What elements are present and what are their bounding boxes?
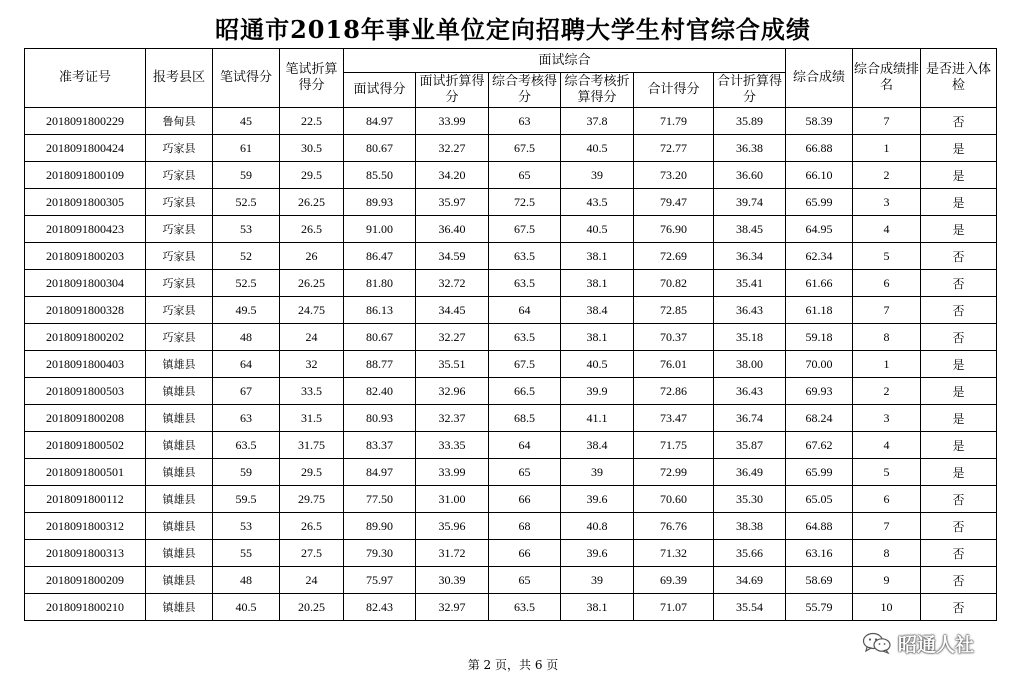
cell-written-score: 52.5 xyxy=(213,270,280,297)
cell-assessment-converted: 38.1 xyxy=(561,594,634,621)
cell-written-score: 40.5 xyxy=(213,594,280,621)
cell-total-score: 72.85 xyxy=(634,297,714,324)
cell-composite-rank: 6 xyxy=(853,486,921,513)
table-row xyxy=(25,189,997,216)
cell-written-converted: 29.5 xyxy=(280,459,344,486)
header-written-converted: 笔试折算得分 xyxy=(280,49,344,108)
cell-written-converted: 26.25 xyxy=(280,270,344,297)
header-county: 报考县区 xyxy=(146,49,213,108)
cell-composite-rank: 8 xyxy=(853,540,921,567)
cell-assessment-converted: 40.5 xyxy=(561,351,634,378)
cell-assessment-score: 67.5 xyxy=(489,351,561,378)
cell-total-converted: 35.87 xyxy=(714,432,786,459)
header-exam-id: 准考证号 xyxy=(25,49,146,108)
cell-written-score: 59.5 xyxy=(213,486,280,513)
cell-assessment-score: 63.5 xyxy=(489,324,561,351)
cell-interview-score: 84.97 xyxy=(344,108,416,135)
cell-interview-score: 89.93 xyxy=(344,189,416,216)
cell-interview-score: 81.80 xyxy=(344,270,416,297)
cell-interview-score: 79.30 xyxy=(344,540,416,567)
cell-county: 巧家县 xyxy=(146,243,213,270)
cell-exam-id: 2018091800305 xyxy=(25,189,146,216)
header-written-score: 笔试得分 xyxy=(213,49,280,108)
cell-exam-id: 2018091800304 xyxy=(25,270,146,297)
cell-assessment-score: 66 xyxy=(489,540,561,567)
cell-assessment-converted: 38.1 xyxy=(561,243,634,270)
cell-assessment-converted: 40.8 xyxy=(561,513,634,540)
cell-interview-converted: 34.20 xyxy=(416,162,489,189)
cell-assessment-score: 63.5 xyxy=(489,594,561,621)
table-row xyxy=(25,162,997,189)
cell-physical-exam: 否 xyxy=(921,540,997,567)
cell-composite-rank: 2 xyxy=(853,378,921,405)
cell-physical-exam: 否 xyxy=(921,297,997,324)
header-composite-score: 综合成绩 xyxy=(786,49,853,108)
cell-written-converted: 32 xyxy=(280,351,344,378)
cell-interview-converted: 30.39 xyxy=(416,567,489,594)
cell-written-converted: 27.5 xyxy=(280,540,344,567)
table-row xyxy=(25,378,997,405)
cell-assessment-score: 72.5 xyxy=(489,189,561,216)
header-physical-exam: 是否进入体检 xyxy=(921,49,997,108)
cell-composite-score: 69.93 xyxy=(786,378,853,405)
cell-assessment-converted: 41.1 xyxy=(561,405,634,432)
cell-county: 镇雄县 xyxy=(146,594,213,621)
cell-county: 镇雄县 xyxy=(146,567,213,594)
cell-interview-converted: 33.35 xyxy=(416,432,489,459)
table-row xyxy=(25,486,997,513)
header-total-converted: 合计折算得分 xyxy=(714,73,786,108)
cell-total-converted: 35.41 xyxy=(714,270,786,297)
cell-written-score: 63.5 xyxy=(213,432,280,459)
cell-assessment-converted: 38.4 xyxy=(561,297,634,324)
cell-composite-score: 55.79 xyxy=(786,594,853,621)
cell-interview-score: 80.67 xyxy=(344,135,416,162)
cell-interview-converted: 33.99 xyxy=(416,108,489,135)
cell-interview-converted: 32.97 xyxy=(416,594,489,621)
page-footer: 第 2 页，共 6 页 xyxy=(467,658,559,672)
cell-written-converted: 20.25 xyxy=(280,594,344,621)
cell-physical-exam: 否 xyxy=(921,486,997,513)
score-table xyxy=(24,48,997,621)
cell-physical-exam: 是 xyxy=(921,162,997,189)
cell-physical-exam: 否 xyxy=(921,324,997,351)
table-row xyxy=(25,270,997,297)
cell-total-converted: 36.38 xyxy=(714,135,786,162)
cell-interview-score: 84.97 xyxy=(344,459,416,486)
cell-total-converted: 35.54 xyxy=(714,594,786,621)
cell-interview-score: 77.50 xyxy=(344,486,416,513)
cell-composite-rank: 3 xyxy=(853,405,921,432)
cell-written-score: 49.5 xyxy=(213,297,280,324)
wechat-icon xyxy=(862,631,892,655)
cell-physical-exam: 否 xyxy=(921,594,997,621)
cell-interview-converted: 34.59 xyxy=(416,243,489,270)
cell-composite-score: 70.00 xyxy=(786,351,853,378)
cell-composite-rank: 6 xyxy=(853,270,921,297)
cell-composite-score: 63.16 xyxy=(786,540,853,567)
cell-composite-score: 64.95 xyxy=(786,216,853,243)
cell-total-score: 71.79 xyxy=(634,108,714,135)
watermark-text: 昭通人社 xyxy=(898,633,975,656)
cell-interview-score: 83.37 xyxy=(344,432,416,459)
cell-composite-rank: 4 xyxy=(853,432,921,459)
cell-total-converted: 36.60 xyxy=(714,162,786,189)
cell-physical-exam: 是 xyxy=(921,459,997,486)
cell-assessment-converted: 38.1 xyxy=(561,324,634,351)
cell-county: 鲁甸县 xyxy=(146,108,213,135)
cell-total-converted: 35.66 xyxy=(714,540,786,567)
cell-total-score: 76.76 xyxy=(634,513,714,540)
table-row xyxy=(25,459,997,486)
cell-assessment-score: 64 xyxy=(489,432,561,459)
cell-written-score: 55 xyxy=(213,540,280,567)
cell-total-score: 72.86 xyxy=(634,378,714,405)
cell-interview-score: 91.00 xyxy=(344,216,416,243)
cell-composite-score: 58.69 xyxy=(786,567,853,594)
cell-physical-exam: 是 xyxy=(921,135,997,162)
cell-county: 镇雄县 xyxy=(146,378,213,405)
cell-county: 镇雄县 xyxy=(146,540,213,567)
cell-interview-converted: 32.27 xyxy=(416,324,489,351)
cell-assessment-converted: 38.4 xyxy=(561,432,634,459)
cell-physical-exam: 是 xyxy=(921,405,997,432)
cell-written-score: 52 xyxy=(213,243,280,270)
cell-composite-score: 66.10 xyxy=(786,162,853,189)
cell-physical-exam: 是 xyxy=(921,432,997,459)
cell-interview-score: 88.77 xyxy=(344,351,416,378)
cell-written-converted: 26.5 xyxy=(280,216,344,243)
cell-written-score: 59 xyxy=(213,162,280,189)
cell-exam-id: 2018091800229 xyxy=(25,108,146,135)
table-row xyxy=(25,297,997,324)
cell-total-converted: 35.89 xyxy=(714,108,786,135)
cell-interview-score: 86.47 xyxy=(344,243,416,270)
cell-composite-rank: 7 xyxy=(853,513,921,540)
header-total-score: 合计得分 xyxy=(634,73,714,108)
cell-assessment-converted: 39.9 xyxy=(561,378,634,405)
cell-physical-exam: 是 xyxy=(921,378,997,405)
cell-total-converted: 38.45 xyxy=(714,216,786,243)
cell-composite-score: 59.18 xyxy=(786,324,853,351)
cell-assessment-converted: 39.6 xyxy=(561,486,634,513)
cell-total-converted: 34.69 xyxy=(714,567,786,594)
cell-assessment-score: 65 xyxy=(489,459,561,486)
cell-total-converted: 35.18 xyxy=(714,324,786,351)
cell-interview-score: 82.43 xyxy=(344,594,416,621)
cell-assessment-score: 64 xyxy=(489,297,561,324)
cell-written-score: 64 xyxy=(213,351,280,378)
table-row xyxy=(25,351,997,378)
cell-written-converted: 24.75 xyxy=(280,297,344,324)
cell-written-converted: 33.5 xyxy=(280,378,344,405)
header-composite-rank: 综合成绩排名 xyxy=(853,49,921,108)
cell-written-score: 67 xyxy=(213,378,280,405)
cell-written-score: 53 xyxy=(213,216,280,243)
cell-exam-id: 2018091800203 xyxy=(25,243,146,270)
cell-total-converted: 36.43 xyxy=(714,378,786,405)
cell-total-score: 76.01 xyxy=(634,351,714,378)
cell-interview-converted: 31.72 xyxy=(416,540,489,567)
cell-composite-rank: 4 xyxy=(853,216,921,243)
watermark xyxy=(862,629,974,657)
cell-interview-score: 75.97 xyxy=(344,567,416,594)
cell-physical-exam: 否 xyxy=(921,108,997,135)
table-row xyxy=(25,324,997,351)
cell-county: 镇雄县 xyxy=(146,513,213,540)
table-row xyxy=(25,513,997,540)
cell-assessment-converted: 39 xyxy=(561,459,634,486)
cell-written-score: 52.5 xyxy=(213,189,280,216)
cell-exam-id: 2018091800403 xyxy=(25,351,146,378)
cell-interview-converted: 31.00 xyxy=(416,486,489,513)
cell-exam-id: 2018091800423 xyxy=(25,216,146,243)
cell-total-score: 71.32 xyxy=(634,540,714,567)
cell-county: 镇雄县 xyxy=(146,459,213,486)
cell-total-converted: 36.43 xyxy=(714,297,786,324)
cell-total-score: 73.20 xyxy=(634,162,714,189)
cell-assessment-converted: 39 xyxy=(561,162,634,189)
header-interview-group: 面试综合 xyxy=(344,49,786,73)
cell-exam-id: 2018091800424 xyxy=(25,135,146,162)
header-assessment-score: 综合考核得分 xyxy=(489,73,561,108)
cell-written-score: 63 xyxy=(213,405,280,432)
cell-interview-converted: 32.37 xyxy=(416,405,489,432)
cell-composite-rank: 5 xyxy=(853,459,921,486)
cell-assessment-score: 65 xyxy=(489,162,561,189)
cell-written-converted: 31.75 xyxy=(280,432,344,459)
cell-interview-score: 82.40 xyxy=(344,378,416,405)
cell-interview-score: 80.93 xyxy=(344,405,416,432)
cell-assessment-score: 63.5 xyxy=(489,243,561,270)
cell-written-converted: 24 xyxy=(280,567,344,594)
table-row xyxy=(25,432,997,459)
cell-written-converted: 24 xyxy=(280,324,344,351)
cell-written-score: 59 xyxy=(213,459,280,486)
cell-composite-score: 65.99 xyxy=(786,459,853,486)
cell-exam-id: 2018091800502 xyxy=(25,432,146,459)
cell-total-score: 72.77 xyxy=(634,135,714,162)
cell-exam-id: 2018091800210 xyxy=(25,594,146,621)
cell-exam-id: 2018091800503 xyxy=(25,378,146,405)
cell-total-score: 71.75 xyxy=(634,432,714,459)
cell-exam-id: 2018091800112 xyxy=(25,486,146,513)
cell-written-converted: 26.5 xyxy=(280,513,344,540)
cell-county: 巧家县 xyxy=(146,216,213,243)
cell-total-score: 69.39 xyxy=(634,567,714,594)
cell-interview-converted: 35.97 xyxy=(416,189,489,216)
cell-physical-exam: 否 xyxy=(921,513,997,540)
cell-total-converted: 39.74 xyxy=(714,189,786,216)
cell-county: 巧家县 xyxy=(146,135,213,162)
cell-composite-score: 58.39 xyxy=(786,108,853,135)
cell-county: 巧家县 xyxy=(146,297,213,324)
cell-composite-rank: 1 xyxy=(853,135,921,162)
cell-physical-exam: 是 xyxy=(921,351,997,378)
table-row xyxy=(25,567,997,594)
cell-interview-score: 85.50 xyxy=(344,162,416,189)
cell-assessment-score: 68.5 xyxy=(489,405,561,432)
cell-county: 镇雄县 xyxy=(146,486,213,513)
cell-composite-rank: 3 xyxy=(853,189,921,216)
table-row xyxy=(25,405,997,432)
cell-total-score: 70.82 xyxy=(634,270,714,297)
page-title: 昭通市2018年事业单位定向招聘大学生村官综合成绩 xyxy=(215,15,811,44)
table-row xyxy=(25,108,997,135)
table-row xyxy=(25,540,997,567)
table-row xyxy=(25,594,997,621)
table-row xyxy=(25,243,997,270)
cell-physical-exam: 是 xyxy=(921,216,997,243)
cell-assessment-score: 63.5 xyxy=(489,270,561,297)
cell-exam-id: 2018091800208 xyxy=(25,405,146,432)
cell-composite-score: 67.62 xyxy=(786,432,853,459)
cell-assessment-score: 63 xyxy=(489,108,561,135)
table-row xyxy=(25,135,997,162)
cell-composite-score: 64.88 xyxy=(786,513,853,540)
cell-written-converted: 26.25 xyxy=(280,189,344,216)
cell-interview-converted: 32.72 xyxy=(416,270,489,297)
cell-composite-score: 65.99 xyxy=(786,189,853,216)
cell-interview-score: 80.67 xyxy=(344,324,416,351)
cell-composite-score: 65.05 xyxy=(786,486,853,513)
cell-total-score: 76.90 xyxy=(634,216,714,243)
cell-interview-converted: 34.45 xyxy=(416,297,489,324)
cell-total-score: 72.69 xyxy=(634,243,714,270)
cell-total-converted: 36.49 xyxy=(714,459,786,486)
cell-composite-score: 61.66 xyxy=(786,270,853,297)
cell-assessment-converted: 43.5 xyxy=(561,189,634,216)
cell-written-score: 48 xyxy=(213,567,280,594)
cell-composite-rank: 9 xyxy=(853,567,921,594)
cell-county: 镇雄县 xyxy=(146,432,213,459)
table-row xyxy=(25,216,997,243)
cell-composite-score: 61.18 xyxy=(786,297,853,324)
cell-interview-converted: 36.40 xyxy=(416,216,489,243)
cell-total-converted: 35.30 xyxy=(714,486,786,513)
cell-exam-id: 2018091800501 xyxy=(25,459,146,486)
cell-total-score: 79.47 xyxy=(634,189,714,216)
cell-written-converted: 31.5 xyxy=(280,405,344,432)
cell-physical-exam: 否 xyxy=(921,270,997,297)
cell-exam-id: 2018091800209 xyxy=(25,567,146,594)
cell-written-converted: 30.5 xyxy=(280,135,344,162)
cell-assessment-score: 67.5 xyxy=(489,135,561,162)
header-assessment-converted: 综合考核折算得分 xyxy=(561,73,634,108)
cell-written-score: 61 xyxy=(213,135,280,162)
cell-assessment-score: 66 xyxy=(489,486,561,513)
cell-exam-id: 2018091800313 xyxy=(25,540,146,567)
cell-interview-converted: 35.96 xyxy=(416,513,489,540)
cell-composite-score: 66.88 xyxy=(786,135,853,162)
cell-total-converted: 38.00 xyxy=(714,351,786,378)
cell-written-converted: 26 xyxy=(280,243,344,270)
cell-exam-id: 2018091800328 xyxy=(25,297,146,324)
cell-physical-exam: 否 xyxy=(921,567,997,594)
cell-physical-exam: 否 xyxy=(921,243,997,270)
cell-assessment-score: 67.5 xyxy=(489,216,561,243)
cell-assessment-converted: 38.1 xyxy=(561,270,634,297)
cell-assessment-converted: 40.5 xyxy=(561,135,634,162)
cell-written-score: 48 xyxy=(213,324,280,351)
cell-county: 镇雄县 xyxy=(146,405,213,432)
cell-composite-rank: 8 xyxy=(853,324,921,351)
cell-assessment-converted: 39 xyxy=(561,567,634,594)
cell-written-converted: 29.75 xyxy=(280,486,344,513)
cell-assessment-score: 68 xyxy=(489,513,561,540)
cell-composite-rank: 2 xyxy=(853,162,921,189)
cell-exam-id: 2018091800202 xyxy=(25,324,146,351)
cell-written-converted: 22.5 xyxy=(280,108,344,135)
cell-assessment-score: 66.5 xyxy=(489,378,561,405)
cell-composite-rank: 7 xyxy=(853,297,921,324)
cell-written-score: 45 xyxy=(213,108,280,135)
cell-composite-rank: 7 xyxy=(853,108,921,135)
cell-county: 巧家县 xyxy=(146,189,213,216)
cell-exam-id: 2018091800109 xyxy=(25,162,146,189)
cell-written-converted: 29.5 xyxy=(280,162,344,189)
cell-composite-rank: 5 xyxy=(853,243,921,270)
cell-assessment-converted: 40.5 xyxy=(561,216,634,243)
cell-written-score: 53 xyxy=(213,513,280,540)
header-interview-converted: 面试折算得分 xyxy=(416,73,489,108)
cell-total-score: 71.07 xyxy=(634,594,714,621)
cell-interview-converted: 32.96 xyxy=(416,378,489,405)
cell-interview-converted: 33.99 xyxy=(416,459,489,486)
cell-total-score: 70.37 xyxy=(634,324,714,351)
table-body xyxy=(25,108,997,621)
cell-county: 镇雄县 xyxy=(146,351,213,378)
cell-total-converted: 36.74 xyxy=(714,405,786,432)
cell-composite-rank: 1 xyxy=(853,351,921,378)
cell-assessment-score: 65 xyxy=(489,567,561,594)
cell-exam-id: 2018091800312 xyxy=(25,513,146,540)
cell-total-converted: 38.38 xyxy=(714,513,786,540)
cell-total-score: 70.60 xyxy=(634,486,714,513)
cell-total-converted: 36.34 xyxy=(714,243,786,270)
cell-total-score: 72.99 xyxy=(634,459,714,486)
cell-county: 巧家县 xyxy=(146,162,213,189)
cell-interview-converted: 35.51 xyxy=(416,351,489,378)
cell-county: 巧家县 xyxy=(146,270,213,297)
header-interview-score: 面试得分 xyxy=(344,73,416,108)
cell-interview-converted: 32.27 xyxy=(416,135,489,162)
cell-county: 巧家县 xyxy=(146,324,213,351)
cell-composite-rank: 10 xyxy=(853,594,921,621)
cell-assessment-converted: 37.8 xyxy=(561,108,634,135)
cell-composite-score: 68.24 xyxy=(786,405,853,432)
cell-composite-score: 62.34 xyxy=(786,243,853,270)
cell-assessment-converted: 39.6 xyxy=(561,540,634,567)
cell-interview-score: 86.13 xyxy=(344,297,416,324)
cell-interview-score: 89.90 xyxy=(344,513,416,540)
cell-total-score: 73.47 xyxy=(634,405,714,432)
cell-physical-exam: 是 xyxy=(921,189,997,216)
